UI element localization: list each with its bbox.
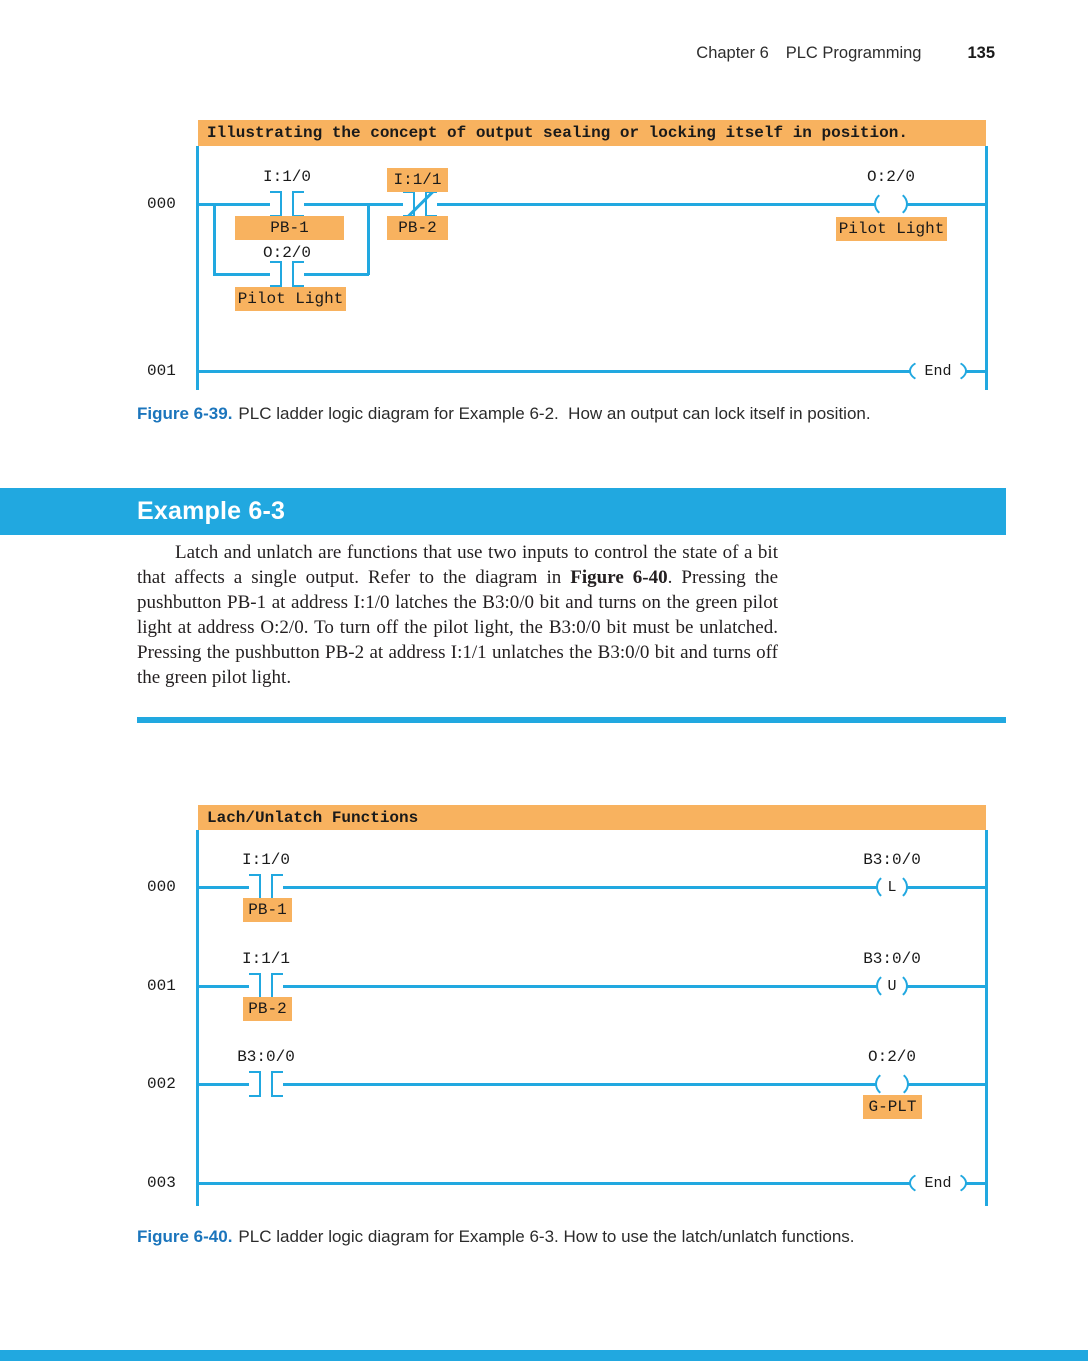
contact-bracket-left	[270, 191, 282, 217]
diagram-title-bar: Illustrating the concept of output sealing or locking itself in position.	[198, 120, 986, 146]
figure-caption-text: PLC ladder logic diagram for Example 6-3. How to use the latch/unlatch functions.	[238, 1227, 855, 1246]
output-coil-symbol	[874, 190, 908, 218]
chapter-label: Chapter 6	[696, 44, 769, 62]
contact-bracket-right	[271, 874, 283, 900]
no-contact-symbol	[249, 1071, 283, 1097]
figure-caption	[137, 404, 871, 424]
figure-caption	[137, 1227, 855, 1247]
end-coil-symbol: End	[909, 1169, 967, 1197]
rung-line	[198, 1083, 985, 1086]
rung-line	[198, 1182, 985, 1185]
contact-address: I:1/0	[241, 851, 290, 869]
figure-reference: Figure 6-40	[570, 567, 668, 588]
page-number: 135	[967, 44, 995, 62]
contact-bracket-right	[292, 261, 304, 287]
contact-address: I:1/1	[241, 950, 290, 968]
branch-contact-address: O:2/0	[262, 244, 311, 262]
no-contact-symbol	[270, 191, 304, 217]
contact-address: B3:0/0	[237, 1048, 295, 1066]
end-coil-symbol: End	[909, 357, 967, 385]
paragraph-text: . Pressing the pushbutton PB-1 at address I:1/0 latches the B3:0/0 bit and turns on the green pilot light at address O:2/0. To turn off the pilot light, the B3:0/0 bit must be unlatched. Pressing the pushbutton PB-2 at address I:1/1 unlatches the B3:0/0 bit and turns off the green pilot light.	[137, 567, 778, 688]
page-footer-band	[0, 1350, 1088, 1361]
coil-tag: Pilot Light	[836, 217, 947, 241]
body-paragraph	[137, 540, 778, 690]
coil-address: B3:0/0	[863, 950, 921, 968]
rung-number: 001	[147, 977, 176, 995]
rung-line	[198, 203, 985, 206]
figure-caption-label: Figure 6-39.	[137, 404, 233, 423]
contact-tag: PB-2	[387, 216, 448, 240]
unlatch-coil-symbol: U	[876, 972, 908, 1000]
no-contact-symbol	[249, 973, 283, 999]
contact-bracket-left	[249, 973, 261, 999]
section-divider-rule	[137, 717, 1006, 723]
branch-line-left	[213, 204, 216, 275]
rung-number: 001	[147, 362, 176, 380]
rung-number: 002	[147, 1075, 176, 1093]
ladder-diagram-fig40	[147, 803, 988, 1206]
rung-number: 000	[147, 878, 176, 896]
figure-caption-text: PLC ladder logic diagram for Example 6-2. How an output can lock itself in position.	[238, 404, 871, 423]
no-contact-symbol	[249, 874, 283, 900]
coil-address: O:2/0	[867, 1048, 916, 1066]
page-header	[0, 44, 995, 63]
contact-bracket-left	[249, 874, 261, 900]
figure-caption-label: Figure 6-40.	[137, 1227, 233, 1246]
ladder-diagram-fig39	[147, 118, 988, 390]
branch-line-right	[367, 204, 370, 275]
contact-tag: PB-1	[235, 216, 344, 240]
output-coil-symbol	[875, 1070, 909, 1098]
contact-address: I:1/0	[262, 168, 311, 186]
rung-line	[198, 886, 985, 889]
ladder-rail-right	[985, 146, 988, 390]
contact-address-tag: I:1/1	[387, 168, 448, 192]
example-heading: Example 6-3	[137, 497, 286, 525]
rung-number: 003	[147, 1174, 176, 1192]
contact-tag: PB-1	[243, 898, 292, 922]
latch-coil-symbol: L	[876, 873, 908, 901]
ladder-rail-left	[196, 146, 199, 390]
rung-line	[198, 985, 985, 988]
ladder-rail-right	[985, 830, 988, 1206]
section-title: PLC Programming	[785, 44, 922, 62]
nc-contact-symbol	[403, 191, 437, 217]
contact-bracket-right	[271, 973, 283, 999]
example-heading-band	[0, 488, 1006, 535]
contact-bracket-left	[249, 1071, 261, 1097]
rung-line	[198, 370, 985, 373]
branch-contact-tag: Pilot Light	[235, 287, 346, 311]
paragraph-text: Latch and unlatch are functions that use two inputs to control the state of a bit that affects a single output. Refer to the diagram in	[137, 542, 778, 588]
coil-address: B3:0/0	[863, 851, 921, 869]
rung-number: 000	[147, 195, 176, 213]
coil-address: O:2/0	[866, 168, 915, 186]
diagram-title-bar: Lach/Unlatch Functions	[198, 805, 986, 830]
contact-bracket-right	[271, 1071, 283, 1097]
contact-bracket-left	[270, 261, 282, 287]
contact-tag: PB-2	[243, 997, 292, 1021]
coil-tag: G-PLT	[863, 1095, 922, 1119]
no-contact-symbol	[270, 261, 304, 287]
contact-bracket-right	[292, 191, 304, 217]
